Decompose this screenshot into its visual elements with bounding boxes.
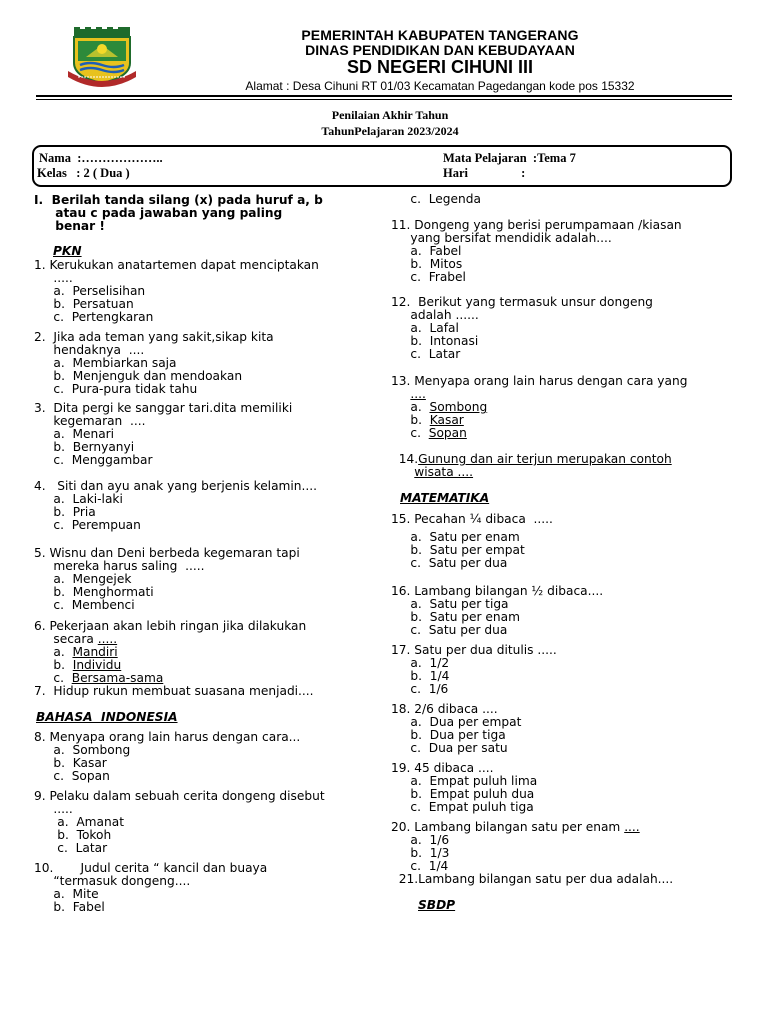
answer-option[interactable]: a. Satu per enam	[391, 530, 520, 544]
question-text: mereka harus saling .....	[34, 559, 205, 573]
answer-option[interactable]: c. Bersama-sama	[34, 671, 164, 685]
question-text: 6. Pekerjaan akan lebih ringan jika dilakukan	[34, 619, 307, 633]
answer-option[interactable]: a. 1/2	[391, 656, 450, 670]
question-text: 13. Menyapa orang lain harus dengan cara yang	[391, 374, 688, 388]
question-text: .....	[34, 802, 73, 816]
question-text: 10. Judul cerita “ kancil dan buaya	[34, 861, 268, 875]
section-heading-matematika: MATEMATIKA	[400, 491, 490, 505]
answer-option[interactable]: c. Pertengkaran	[34, 310, 154, 324]
answer-option[interactable]: a. Mandiri	[34, 645, 118, 659]
question-text: yang bersifat mendidik adalah....	[391, 231, 612, 245]
answer-option[interactable]: c. Sopan	[391, 426, 467, 440]
question-text: 8. Menyapa orang lain harus dengan cara...	[34, 730, 301, 744]
answer-option[interactable]: a. Sombong	[391, 400, 488, 414]
question-text: 12. Berikut yang termasuk unsur dongeng	[391, 295, 653, 309]
subject-field: Mata Pelajaran :Tema 7	[443, 151, 576, 165]
answer-option[interactable]: a. Membiarkan saja	[34, 356, 177, 370]
answer-option[interactable]: c. Menggambar	[34, 453, 153, 467]
answer-option[interactable]: c. Latar	[391, 347, 461, 361]
answer-option[interactable]: c. Empat puluh tiga	[391, 800, 534, 814]
question-text: 15. Pecahan ¼ dibaca .....	[391, 512, 553, 526]
section-heading-bahasa: BAHASA INDONESIA	[36, 710, 178, 724]
answer-option[interactable]: b. Tokoh	[34, 828, 112, 842]
instruction-line: atau c pada jawaban yang paling	[34, 206, 283, 220]
question-text: 14.Gunung dan air terjun merupakan contoh	[391, 452, 672, 466]
question-text: adalah ......	[391, 308, 479, 322]
answer-option[interactable]: a. Amanat	[34, 815, 124, 829]
answer-option[interactable]: b. Bernyanyi	[34, 440, 135, 454]
question-text: wisata ....	[414, 465, 474, 479]
question-text: 1. Kerukukan anatartemen dapat menciptakan	[34, 258, 319, 272]
question-text: 5. Wisnu dan Deni berbeda kegemaran tapi	[34, 546, 300, 560]
exam-title: Penilaian Akhir Tahun	[331, 108, 449, 122]
answer-option[interactable]: c. 1/4	[391, 859, 449, 873]
department-name: DINAS PENDIDIKAN DAN KEBUDAYAAN	[305, 42, 575, 58]
question-text: 9. Pelaku dalam sebuah cerita dongeng disebut	[34, 789, 325, 803]
answer-option[interactable]: b. Mitos	[391, 257, 463, 271]
answer-option[interactable]: b. Dua per tiga	[391, 728, 506, 742]
question-text: hendaknya ....	[34, 343, 145, 357]
class-field: Kelas : 2 ( Dua )	[37, 166, 130, 180]
answer-option[interactable]: c. Satu per dua	[391, 623, 508, 637]
answer-option[interactable]: a. Perselisihan	[34, 284, 146, 298]
header-divider	[36, 95, 732, 97]
question-text: secara .....	[34, 632, 118, 646]
answer-option[interactable]: a. Empat puluh lima	[391, 774, 538, 788]
question-text: 11. Dongeng yang berisi perumpamaan /kiasan	[391, 218, 682, 232]
header-divider-thin	[36, 99, 732, 100]
answer-option[interactable]: b. 1/3	[391, 846, 450, 860]
question-text: 4. Siti dan ayu anak yang berjenis kelamin....	[34, 479, 318, 493]
question-text: 21.Lambang bilangan satu per dua adalah....	[391, 872, 674, 886]
answer-option[interactable]: b. Pria	[34, 505, 96, 519]
answer-option[interactable]: b. Satu per enam	[391, 610, 520, 624]
question-text: ....	[410, 387, 426, 401]
question-text: 3. Dita pergi ke sanggar tari.dita memiliki	[34, 401, 293, 415]
answer-option[interactable]: a. Menari	[34, 427, 115, 441]
answer-option[interactable]: b. Empat puluh dua	[391, 787, 535, 801]
answer-option[interactable]: b. Kasar	[34, 756, 107, 770]
question-text: 20. Lambang bilangan satu per enam ....	[391, 820, 640, 834]
answer-option[interactable]: b. Menghormati	[34, 585, 154, 599]
academic-year: TahunPelajaran 2023/2024	[321, 124, 459, 138]
question-text: 16. Lambang bilangan ½ dibaca....	[391, 584, 604, 598]
answer-option[interactable]: c. Dua per satu	[391, 741, 508, 755]
day-field[interactable]: Hari :	[443, 166, 526, 180]
answer-option[interactable]: b. Satu per empat	[391, 543, 525, 557]
answer-option[interactable]: c. Sopan	[34, 769, 110, 783]
instruction-line: benar !	[34, 219, 105, 233]
answer-option[interactable]: b. 1/4	[391, 669, 450, 683]
answer-option[interactable]: c. Legenda	[391, 192, 481, 206]
answer-option[interactable]: b. Individu	[34, 658, 122, 672]
regency-logo	[66, 27, 138, 87]
question-text: kegemaran ....	[34, 414, 146, 428]
answer-option[interactable]: b. Intonasi	[391, 334, 479, 348]
answer-option[interactable]: c. Perempuan	[34, 518, 141, 532]
answer-option[interactable]: c. 1/6	[391, 682, 449, 696]
section-heading-sbdp: SBDP	[418, 898, 456, 912]
answer-option[interactable]: b. Menjenguk dan mendoakan	[34, 369, 243, 383]
answer-option[interactable]: a. Lafal	[391, 321, 459, 335]
instruction-line: I. Berilah tanda silang (x) pada huruf a, b	[34, 193, 323, 207]
school-name: SD NEGERI CIHUNI III	[346, 57, 534, 77]
section-heading-pkn: PKN	[53, 244, 82, 258]
question-text: 2. Jika ada teman yang sakit,sikap kita	[34, 330, 274, 344]
name-field[interactable]: Nama :………………..	[39, 151, 163, 165]
answer-option[interactable]: b. Fabel	[34, 900, 105, 914]
answer-option[interactable]: a. Mite	[34, 887, 99, 901]
answer-option[interactable]: a. Satu per tiga	[391, 597, 509, 611]
question-text: “termasuk dongeng....	[34, 874, 191, 888]
answer-option[interactable]: a. Dua per empat	[391, 715, 522, 729]
answer-option[interactable]: c. Pura-pura tidak tahu	[34, 382, 198, 396]
answer-option[interactable]: a. Fabel	[391, 244, 462, 258]
answer-option[interactable]: b. Persatuan	[34, 297, 134, 311]
question-text: 19. 45 dibaca ....	[391, 761, 494, 775]
school-address: Alamat : Desa Cihuni RT 01/03 Kecamatan Pagedangan kode pos 15332	[245, 79, 635, 93]
government-name: PEMERINTAH KABUPATEN TANGERANG	[301, 27, 579, 43]
answer-option[interactable]: a. Mengejek	[34, 572, 132, 586]
answer-option[interactable]: a. Sombong	[34, 743, 131, 757]
answer-option[interactable]: c. Latar	[34, 841, 108, 855]
answer-option[interactable]: a. 1/6	[391, 833, 450, 847]
student-identity-box	[32, 145, 732, 187]
question-text: 7. Hidup rukun membuat suasana menjadi....	[34, 684, 314, 698]
answer-option[interactable]: a. Laki-laki	[34, 492, 123, 506]
answer-option[interactable]: c. Satu per dua	[391, 556, 508, 570]
answer-option[interactable]: b. Kasar	[391, 413, 464, 427]
answer-option[interactable]: c. Membenci	[34, 598, 135, 612]
question-text: 17. Satu per dua ditulis .....	[391, 643, 557, 657]
question-text: .....	[34, 271, 73, 285]
question-text: 18. 2/6 dibaca ....	[391, 702, 498, 716]
answer-option[interactable]: c. Frabel	[391, 270, 466, 284]
